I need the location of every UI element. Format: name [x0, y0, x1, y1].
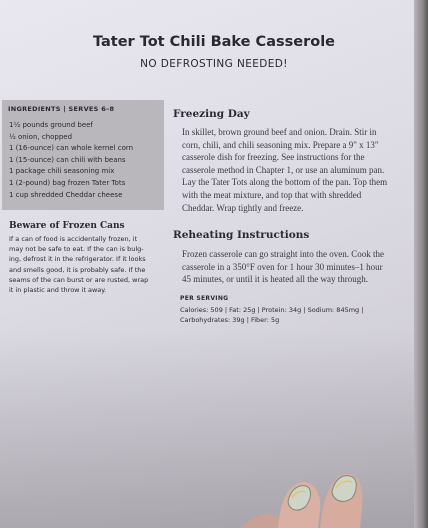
- freezing-line: corn, chili, and chili seasoning mix. Prepare a 9" x 13": [182, 139, 379, 150]
- freezing-line: Cheddar. Wrap tightly and freeze.: [182, 202, 304, 213]
- nutrition-line: Calories: 509 | Fat: 25g | Protein: 34g | Sodium: 845mg |: [180, 306, 364, 314]
- freezing-line: In skillet, brown ground beef and onion. Drain. Stir in: [182, 127, 377, 137]
- ingredient-item: 1 cup shredded Cheddar cheese: [9, 190, 123, 199]
- freezing-line: Lay the Tater Tots along the bottom of the pan. Top them: [182, 177, 388, 188]
- nutrition-facts: [180, 305, 406, 325]
- recipe-title: Tater Tot Chili Bake Casserole: [92, 34, 335, 50]
- tip-line: If a can of food is accidentally frozen, it: [9, 235, 138, 243]
- tip-line: and smells good, it is probably safe. If the: [9, 265, 146, 274]
- nutrition-line: Carbohydrates: 39g | Fiber: 5g: [180, 316, 280, 324]
- reheating-instructions: [182, 248, 404, 286]
- recipe-subtitle: NO DEFROSTING NEEDED!: [140, 58, 288, 70]
- freezing-heading: Freezing Day: [173, 108, 250, 120]
- ingredient-item: 1 package chili seasoning mix: [9, 167, 115, 176]
- tip-line: seams of the can burst or are rusted, wrap: [9, 275, 149, 284]
- ingredient-item: 1 (15-ounce) can chili with beans: [9, 155, 126, 164]
- reheating-heading: Reheating Instructions: [173, 229, 310, 241]
- tip-line: may not be safe to eat. If the can is bulg-: [9, 245, 144, 254]
- tip-line: ing, defrost it in the refrigerator. If it looks: [9, 255, 146, 264]
- reheating-line: Frozen casserole can go straight into the oven. Cook the: [182, 249, 384, 259]
- tip-line: it in plastic and throw it away.: [9, 286, 107, 295]
- tip-body: [9, 234, 161, 295]
- reheating-line: 45 minutes, or until it is heated all the way through.: [182, 274, 368, 285]
- freezing-instructions: [182, 126, 404, 214]
- per-serving-header: PER SERVING: [180, 295, 229, 302]
- ingredient-item: 1½ pounds ground beef: [9, 121, 93, 129]
- ingredient-item: ½ onion, chopped: [9, 132, 73, 141]
- freezing-line: casserole dish for freezing. See instructions for the: [182, 152, 365, 163]
- ingredient-item: 1 (2-pound) bag frozen Tater Tots: [9, 178, 126, 187]
- fingers-image: [240, 462, 390, 528]
- freezing-line: casserole method in Chapter 1, or use an aluminum pan.: [182, 164, 385, 175]
- ingredients-header: INGREDIENTS | SERVES 6–8: [8, 105, 115, 113]
- ingredient-item: 1 (16-ounce) can whole kernel corn: [9, 144, 134, 153]
- reheating-line: casserole in a 350°F oven for 1 hour 30 minutes–1 hour: [182, 261, 383, 272]
- freezing-line: with the meat mixture, and top that with shredded: [182, 189, 362, 200]
- ingredients-list: [9, 120, 161, 201]
- tip-title: Beware of Frozen Cans: [9, 221, 125, 231]
- page-edge: [414, 0, 428, 528]
